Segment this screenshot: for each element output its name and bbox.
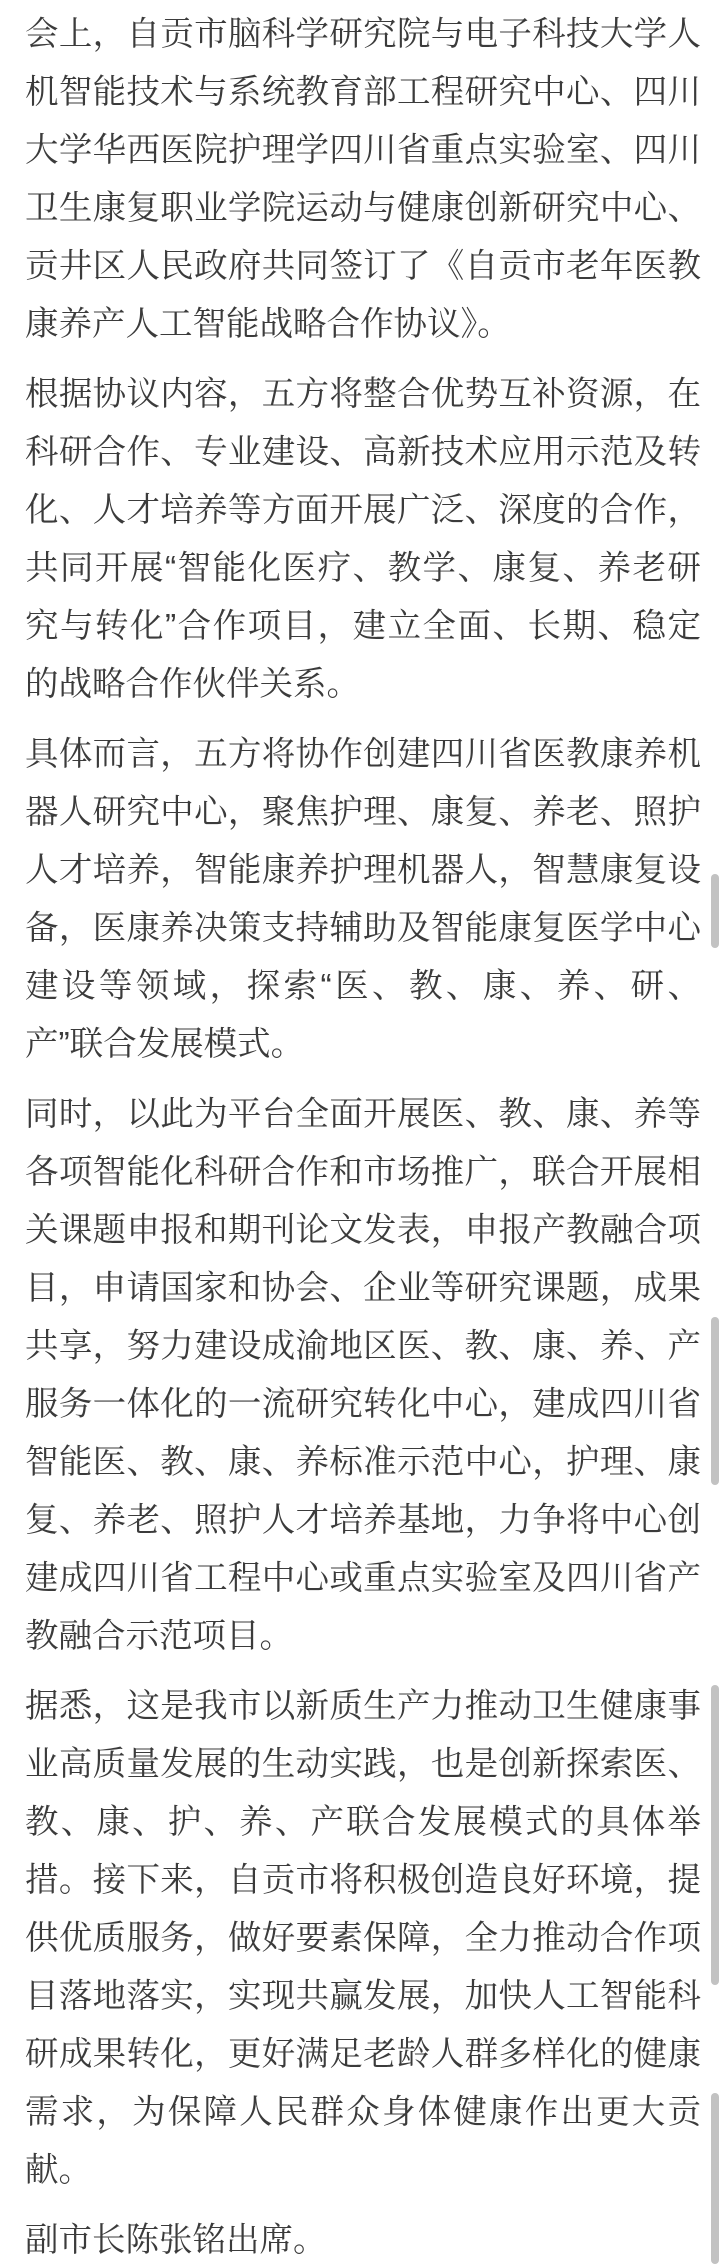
scrollbar-thumb[interactable] xyxy=(711,1317,719,1485)
scrollbar-thumb[interactable] xyxy=(711,2093,719,2264)
paragraph: 根据协议内容，五方将整合优势互补资源，在科研合作、专业建设、高新技术应用示范及转化、人才培养等方面开展广泛、深度的合作，共同开展“智能化医疗、教学、康复、养老研究与转化”合作项目，建立全面、长期、稳定的战略合作伙伴关系。 xyxy=(25,376,701,703)
paragraph: 会上，自贡市脑科学研究院与电子科技大学人机智能技术与系统教育部工程研究中心、四川大学华西医院护理学四川省重点实验室、四川卫生康复职业学院运动与健康创新研究中心、贡井区人民政府共同签订了《自贡市老年医教康养产人工智能战略合作协议》。 xyxy=(25,16,701,343)
paragraph: 据悉，这是我市以新质生产力推动卫生健康事业高质量发展的生动实践，也是创新探索医、教、康、护、养、产联合发展模式的具体举措。接下来，自贡市将积极创造良好环境，提供优质服务，做好要素保障，全力推动合作项目落地落实，实现共赢发展，加快人工智能科研成果转化，更好满足老龄人群多样化的健康需求，为保障人民群众身体健康作出更大贡献。 xyxy=(25,1688,701,2189)
scrollbar-thumb[interactable] xyxy=(711,874,719,948)
paragraph: 同时，以此为平台全面开展医、教、康、养等各项智能化科研合作和市场推广，联合开展相关课题申报和期刊论文发表，申报产教融合项目，申请国家和协会、企业等研究课题，成果共享，努力建设成渝地区医、教、康、养、产服务一体化的一流研究转化中心，建成四川省智能医、教、康、养标准示范中心，护理、康复、养老、照护人才培养基地，力争将中心创建成四川省工程中心或重点实验室及四川省产教融合示范项目。 xyxy=(25,1096,701,1655)
paragraph: 副市长陈张铭出席。 xyxy=(25,2222,327,2259)
scrollbar-thumb[interactable] xyxy=(711,1685,719,1985)
paragraph: 具体而言，五方将协作创建四川省医教康养机器人研究中心，聚焦护理、康复、养老、照护人才培养，智能康养护理机器人，智慧康复设备，医康养决策支持辅助及智能康复医学中心建设等领域，探索“医、教、康、养、研、产”联合发展模式。 xyxy=(25,736,701,1063)
